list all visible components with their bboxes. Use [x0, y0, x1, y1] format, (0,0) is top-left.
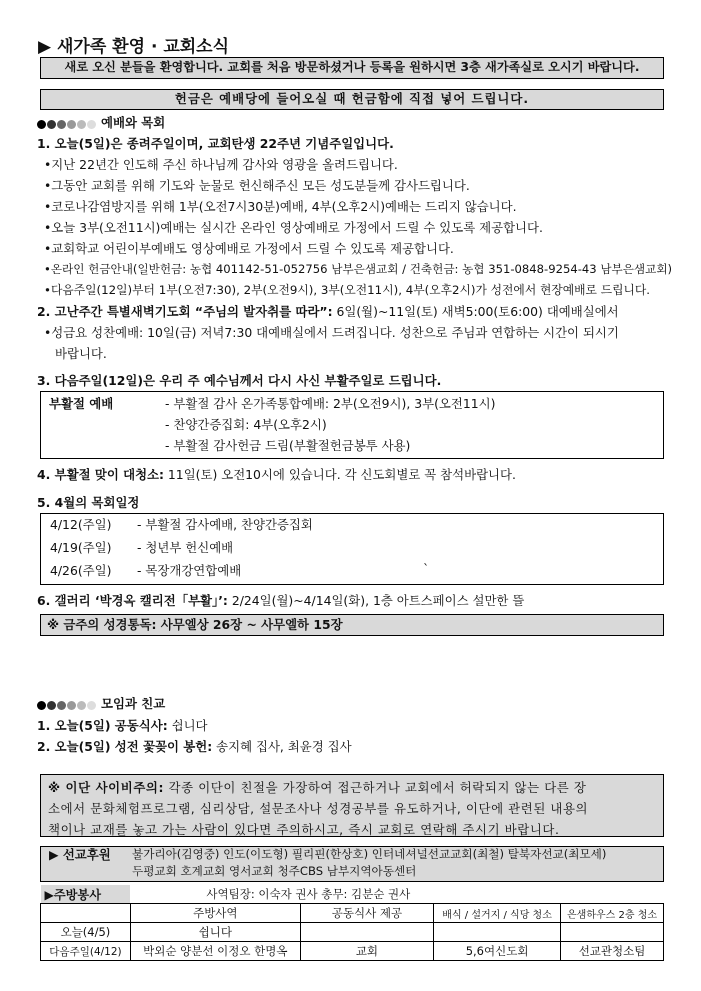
mission-box [40, 846, 664, 882]
cell [434, 923, 561, 942]
worship-item-1: 1. 오늘(5일)은 종려주일이며, 교회탄생 22주년 기념주일입니다. [37, 136, 394, 151]
bullet: •다음주일(12일)부터 1부(오전7:30), 2부(오전9시), 3부(오전11시), 4부(오후2시)가 성전에서 현장예배로 드립니다. [44, 283, 651, 297]
easter-lines [165, 393, 495, 456]
offering-notice: 헌금은 예배당에 들어오실 때 헌금함에 직접 넣어 드립니다. [40, 89, 664, 110]
dots-icon [37, 694, 97, 715]
table-row [41, 942, 664, 961]
schedule-event: - 목장개강연합예배 [137, 563, 242, 578]
cult-warning-line: 소에서 문화체험프로그램, 심리상담, 설문조사나 성경공부를 유도하거나, 이단에 관련된 내용의 [48, 801, 589, 816]
schedule-date: 4/12(주일) [50, 517, 112, 532]
fellowship-heading: 모임과 친교 [37, 693, 165, 715]
schedule-date: 4/26(주일) [50, 563, 112, 578]
bible-reading: ※ 금주의 성경통독: 사무엘상 26장 ~ 사무엘하 15장 [40, 614, 664, 636]
schedule-box [40, 513, 664, 585]
kitchen-label: ▶주방봉사 [41, 885, 131, 904]
mission-line: 불가리아(김영중) 인도(이도형) 필리핀(한상호) 인터네셔널선교교회(최철) 탈북자선교(최모세) [132, 847, 607, 861]
cult-warning-line: ※ 이단 사이비주의: 각종 이단이 친절을 가장하여 접근하거나 교회에서 허락되지 않는 다른 장 [48, 780, 587, 795]
dots-icon [37, 113, 97, 134]
bullet: 바랍니다. [55, 346, 107, 361]
cell [561, 923, 664, 942]
header-cell: 주방사역 [130, 904, 300, 923]
easter-label: 부활절 예배 [49, 396, 114, 411]
stray-mark: ` [423, 561, 430, 576]
easter-box [40, 391, 664, 459]
kitchen-table [40, 885, 664, 961]
mission-line: 두평교회 호계교회 영서교회 청주CBS 남부지역아동센터 [132, 864, 417, 878]
bullet: •성금요 성찬예배: 10일(금) 저녁7:30 대예배실에서 드려집니다. 성찬으로 주님과 연합하는 시간이 되시기 [44, 325, 619, 340]
worship-heading: 예배와 목회 [37, 112, 165, 134]
worship-item-5: 5. 4월의 목회일정 [37, 495, 140, 510]
cell [300, 923, 433, 942]
schedule-event: - 부활절 감사예배, 찬양간증집회 [137, 517, 313, 532]
cell: 다음주일(4/12) [41, 942, 131, 961]
bullet: •지난 22년간 인도해 주신 하나님께 감사와 영광을 올려드립니다. [44, 157, 398, 172]
worship-item-2: 2. 고난주간 특별새벽기도회 “주님의 발자취를 따라”: 6일(월)~11일(토) 새벽5:00(토6:00) 대예배실에서 [37, 304, 619, 319]
header-cell: 배식 / 설거지 / 식당 청소 [434, 904, 561, 923]
cell: 오늘(4/5) [41, 923, 131, 942]
header-cell [41, 904, 131, 923]
cell: 박외순 양분선 이정오 한명옥 [130, 942, 300, 961]
bullet: •그동안 교회를 위해 기도와 눈물로 헌신해주신 모든 성도분들께 감사드립니다. [44, 178, 470, 193]
cell: 교회 [300, 942, 433, 961]
worship-item-1-bullets [44, 154, 672, 301]
easter-line: - 부활절 감사 온가족통합예배: 2부(오전9시), 3부(오전11시) [165, 396, 496, 411]
section-title: ▶ 새가족 환영 · 교회소식 [38, 37, 230, 57]
cult-warning-line: 책이나 교재를 놓고 가는 사람이 있다면 주의하시고, 즉시 교회로 연락해 주시기 바랍니다. [48, 822, 560, 837]
mission-label: ▶ 선교후원 [49, 847, 111, 862]
worship-item-6: 6. 갤러리 ‘박경옥 캘리전「부활」’: 2/24일(월)~4/14일(화), 1층 아트스페이스 설만한 뜰 [37, 593, 525, 608]
easter-line: - 찬양간증집회: 4부(오후2시) [165, 417, 327, 432]
table-header-row [41, 904, 664, 923]
cell: 선교관청소팀 [561, 942, 664, 961]
fellowship-item-1: 1. 오늘(5일) 공동식사: 쉽니다 [37, 718, 208, 733]
fellowship-item-2: 2. 오늘(5일) 성전 꽃꽂이 봉헌: 송지혜 집사, 최윤경 집사 [37, 739, 352, 754]
easter-line: - 부활절 감사헌금 드림(부활절헌금봉투 사용) [165, 438, 411, 453]
kitchen-staff-row [41, 885, 664, 904]
cult-warning-box [40, 774, 664, 837]
header-cell: 은샘하우스 2층 청소 [561, 904, 664, 923]
cell: 쉽니다 [130, 923, 300, 942]
schedule-event: - 청년부 헌신예배 [137, 540, 234, 555]
table-row [41, 923, 664, 942]
bullet: •온라인 헌금안내(일반헌금: 농협 401142-51-052756 남부은샘교회 / 건축헌금: 농협 351-0848-9254-43 남부은샘교회) [44, 262, 673, 276]
worship-item-4: 4. 부활절 맞이 대청소: 11일(토) 오전10시에 있습니다. 각 신도회별로 꼭 참석바랍니다. [37, 467, 516, 482]
schedule-date: 4/19(주일) [50, 540, 112, 555]
bullet: •교회학교 어린이부예배도 영상예배로 가정에서 드릴 수 있도록 제공합니다. [44, 241, 454, 256]
worship-item-3: 3. 다음주일(12일)은 우리 주 예수님께서 다시 사신 부활주일로 드립니다. [37, 373, 442, 388]
cell: 5,6여신도회 [434, 942, 561, 961]
kitchen-staff: 사역팀장: 이숙자 권사 총무: 김분순 권사 [206, 887, 411, 901]
header-cell: 공동식사 제공 [300, 904, 433, 923]
welcome-banner: 새로 오신 분들을 환영합니다. 교회를 처음 방문하셨거나 등록을 원하시면 3층 새가족실로 오시기 바랍니다. [40, 57, 664, 79]
bullet: •코로나감염방지를 위해 1부(오전7시30분)예배, 4부(오후2시)예배는 드리지 않습니다. [44, 199, 517, 214]
bullet: •오늘 3부(오전11시)예배는 실시간 온라인 영상예배로 가정에서 드릴 수 있도록 제공합니다. [44, 220, 543, 235]
